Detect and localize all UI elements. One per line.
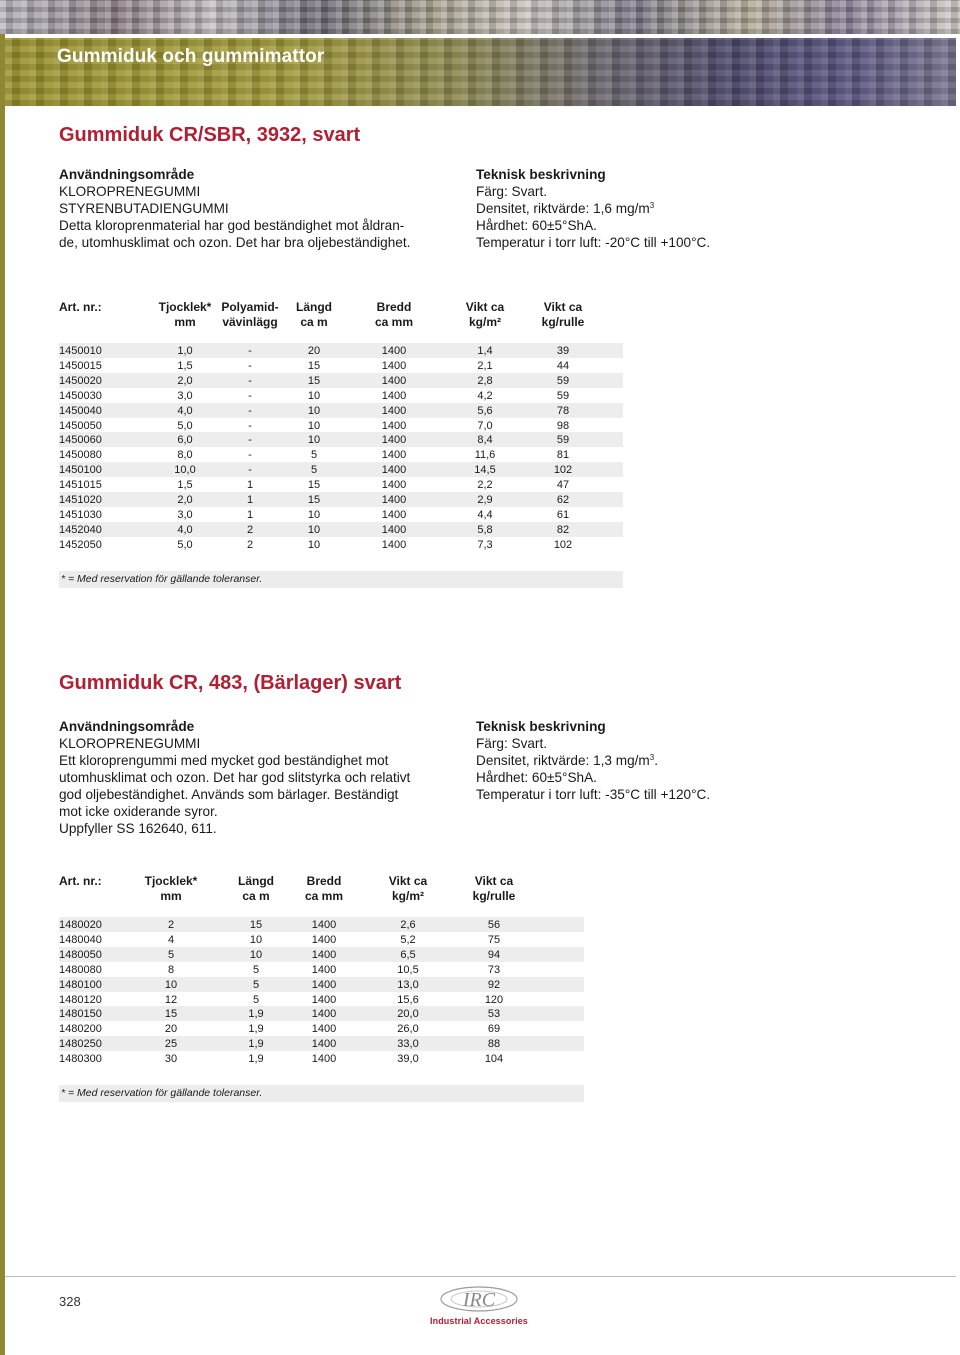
- tech-line-color: Färg: Svart.: [476, 736, 548, 751]
- footnote-2: * = Med reservation för gällande toleranser.: [59, 1085, 584, 1102]
- table-cell: 4,0: [177, 404, 193, 417]
- category-title: Gummiduk och gummimattor: [57, 46, 325, 67]
- table-cell: 1400: [311, 919, 337, 931]
- table-cell: 5,0: [177, 419, 193, 432]
- tech-heading: Teknisk beskrivning: [476, 167, 606, 182]
- table-cell: 2,8: [477, 374, 493, 387]
- table-cell: 47: [556, 479, 570, 492]
- table-cell: 1400: [311, 1053, 337, 1066]
- usage-line: Ett kloroprengummi med mycket god beständighet mot: [59, 753, 389, 768]
- product-title-cr-sbr: Gummiduk CR/SBR, 3932, svart: [59, 124, 361, 146]
- table-cell: -: [248, 374, 252, 387]
- column-header-bredd-ca-mm: [362, 300, 426, 330]
- table-cell: 20,0: [397, 1008, 419, 1021]
- usage-line: god oljebeständighet. Används som bärlager. Beständigt: [59, 787, 399, 802]
- table-cell-art-nr: 1480150: [59, 1008, 102, 1021]
- table-cell: 2,0: [177, 494, 193, 506]
- table-cell: 59: [556, 389, 570, 402]
- table-cell: -: [248, 434, 252, 447]
- table-cell-art-nr: 1480020: [59, 919, 102, 931]
- table-cell: 1,9: [248, 1053, 264, 1066]
- tech-line-density: [476, 200, 710, 217]
- table-cell-art-nr: 1450010: [59, 345, 102, 357]
- table-cell: 120: [484, 993, 504, 1006]
- usage-line: mot icke oxiderande syror.: [59, 804, 218, 819]
- table-cell: 1400: [311, 933, 337, 946]
- table-cell: 1,4: [477, 345, 493, 357]
- column-header-line: Längd: [296, 300, 332, 314]
- table-cell: 104: [484, 1053, 504, 1066]
- product-title-cr-483: Gummiduk CR, 483, (Bärlager) svart: [59, 672, 402, 694]
- table-cell: 5: [310, 464, 318, 477]
- table-cell: 1400: [381, 538, 407, 551]
- table-cell-art-nr: 1480120: [59, 993, 102, 1006]
- table-cell: 10: [307, 419, 321, 432]
- table-cell-art-nr: 1450015: [59, 359, 102, 372]
- table-cell: 102: [553, 538, 573, 551]
- table-cell: 3,0: [177, 508, 193, 521]
- table-cell: -: [248, 404, 252, 417]
- table-cell: 10: [307, 404, 321, 417]
- usage-line: STYRENBUTADIENGUMMI: [59, 201, 229, 216]
- table-cell: 5,6: [477, 404, 493, 417]
- column-header-unit: ca mm: [304, 889, 344, 903]
- table-cell: 10: [307, 434, 321, 447]
- column-header-line: Bredd: [306, 874, 342, 888]
- tech-block-2: [476, 718, 710, 803]
- table-cell-art-nr: 1452040: [59, 523, 102, 536]
- column-header-vikt-ca-kg-m: [378, 874, 438, 904]
- table-cell-art-nr: 1480250: [59, 1038, 102, 1051]
- table-cell-art-nr: 1451015: [59, 479, 102, 492]
- table-cell: 20: [307, 345, 321, 357]
- table-cell: 15: [164, 1008, 178, 1021]
- table-cell: -: [248, 419, 252, 432]
- table-cell: 4: [167, 933, 175, 946]
- density-superscript: 3: [649, 201, 655, 210]
- category-header-band: [5, 38, 956, 106]
- table-cell: 6,5: [400, 948, 416, 961]
- table-cell: 1400: [311, 993, 337, 1006]
- table-cell-art-nr: 1450030: [59, 389, 102, 402]
- table-cell: 5: [252, 993, 260, 1006]
- top-texture-strip: [0, 0, 960, 34]
- usage-block-1: [59, 166, 410, 251]
- table-cell: 10: [307, 508, 321, 521]
- table-cell: 6,0: [177, 434, 193, 447]
- column-header-bredd-ca-mm: [292, 874, 356, 904]
- table-cell: 15: [307, 494, 321, 506]
- table-cell: 5: [167, 948, 175, 961]
- table-cell: 98: [556, 419, 570, 432]
- column-header-polyamid-v-vinl-gg: [215, 300, 285, 330]
- usage-heading: Användningsområde: [59, 719, 195, 734]
- column-header-unit: ca m: [242, 889, 270, 903]
- tech-line-color: Färg: Svart.: [476, 184, 548, 199]
- table-cell: 102: [553, 464, 573, 477]
- table-cell: 15,6: [397, 993, 419, 1006]
- table-cell: 61: [556, 508, 570, 521]
- table-cell: 2,6: [400, 919, 416, 931]
- column-header-line: Vikt ca: [465, 300, 505, 314]
- table-cell: 10,0: [174, 464, 196, 477]
- table-cell: 5,2: [400, 933, 416, 946]
- column-header-line: Art. nr.:: [59, 300, 102, 314]
- table-cell-art-nr: 1480040: [59, 933, 102, 946]
- column-header-art-nr: [59, 874, 129, 889]
- column-header-unit: kg/rulle: [472, 889, 516, 903]
- column-header-line: Tjocklek*: [144, 874, 198, 888]
- usage-line: KLOROPRENEGUMMI: [59, 184, 201, 199]
- table-cell: 5: [252, 963, 260, 976]
- column-header-line: Vikt ca: [388, 874, 428, 888]
- table-cell: 82: [556, 523, 570, 536]
- table-cell: 33,0: [397, 1038, 419, 1051]
- tech-block-1: [476, 166, 710, 251]
- column-header-line: Art. nr.:: [59, 874, 102, 888]
- table-cell: 1400: [381, 494, 407, 506]
- table-cell: 78: [556, 404, 570, 417]
- table-cell: 1400: [311, 948, 337, 961]
- table-cell: 1400: [381, 434, 407, 447]
- column-header-line: Bredd: [376, 300, 412, 314]
- table-cell: 5: [310, 449, 318, 462]
- column-header-unit: kg/rulle: [541, 315, 585, 329]
- table-cell: 8,0: [177, 449, 193, 462]
- column-header-vikt-ca-kg-rulle: [532, 300, 594, 330]
- table-cell: 20: [164, 1023, 178, 1036]
- table-cell: 10: [164, 978, 178, 991]
- usage-line: KLOROPRENEGUMMI: [59, 736, 201, 751]
- table-cell: 1,0: [177, 345, 193, 357]
- table-cell: 1400: [311, 1038, 337, 1051]
- table-cell-art-nr: 1480100: [59, 978, 102, 991]
- table-cell-art-nr: 1480200: [59, 1023, 102, 1036]
- table-cell: 1400: [311, 1008, 337, 1021]
- usage-block-2: [59, 718, 410, 837]
- table-cell: 1400: [381, 479, 407, 492]
- table-cell: 15: [307, 359, 321, 372]
- table-cell: -: [248, 359, 252, 372]
- table-cell: 1,9: [248, 1023, 264, 1036]
- footer-rule: [5, 1276, 956, 1277]
- table-cell: 88: [487, 1038, 501, 1051]
- table-cell: 1,9: [248, 1008, 264, 1021]
- table-cell: 1400: [381, 374, 407, 387]
- table-cell: 15: [307, 374, 321, 387]
- table-cell: 94: [487, 948, 501, 961]
- usage-line: Uppfyller SS 162640, 611.: [59, 821, 217, 836]
- table-cell: 75: [487, 933, 501, 946]
- table-cell: 1: [246, 494, 254, 506]
- table-cell: 1: [246, 479, 254, 492]
- tech-line-density: [476, 752, 710, 769]
- logo-letters: IRC: [462, 1289, 496, 1311]
- left-accent-stripe: [0, 0, 5, 1355]
- table-cell: 15: [307, 479, 321, 492]
- table-cell: 81: [556, 449, 570, 462]
- table-cell: 10: [307, 389, 321, 402]
- column-header-line: Polyamid-: [221, 300, 279, 314]
- table-cell: 10: [249, 933, 263, 946]
- table-cell: 1,5: [177, 359, 193, 372]
- table-cell: 2: [246, 538, 254, 551]
- column-header-vikt-ca-kg-m: [455, 300, 515, 330]
- table-cell: 1400: [381, 419, 407, 432]
- table-cell: 1400: [381, 464, 407, 477]
- column-header-vikt-ca-kg-rulle: [460, 874, 528, 904]
- table-cell: 15: [249, 919, 263, 931]
- table-cell: -: [248, 464, 252, 477]
- table-cell-art-nr: 1450080: [59, 449, 102, 462]
- column-header-unit: kg/m²: [468, 315, 501, 329]
- table-cell: 4,0: [177, 523, 193, 536]
- table-cell: 10: [249, 948, 263, 961]
- table-cell: 2,2: [477, 479, 493, 492]
- table-cell-art-nr: 1450040: [59, 404, 102, 417]
- table-cell: 3,0: [177, 389, 193, 402]
- table-cell: 1400: [311, 963, 337, 976]
- usage-line: Detta kloroprenmaterial har god beständighet mot åldran-: [59, 218, 405, 233]
- footnote-1: * = Med reservation för gällande toleranser.: [59, 571, 623, 588]
- column-header-art-nr: [59, 300, 129, 315]
- logo-text: Industrial Accessories: [430, 1316, 528, 1326]
- table-cell: 4,4: [477, 508, 493, 521]
- table-cell: 4,2: [477, 389, 493, 402]
- table-cell: 8,4: [477, 434, 493, 447]
- tech-line-hardness: Hårdhet: 60±5°ShA.: [476, 218, 597, 233]
- table-cell: 2,1: [477, 359, 493, 372]
- table-cell: 73: [487, 963, 501, 976]
- density-text: Densitet, riktvärde: 1,3 mg/m: [476, 753, 650, 768]
- table-cell: 1400: [381, 404, 407, 417]
- table-cell: -: [248, 449, 252, 462]
- usage-heading: Användningsområde: [59, 167, 195, 182]
- table-cell: 2: [167, 919, 175, 931]
- table-cell-art-nr: 1452050: [59, 538, 102, 551]
- table-cell-art-nr: 1480050: [59, 948, 102, 961]
- density-superscript: 3: [649, 753, 655, 762]
- tech-line-temperature: Temperatur i torr luft: -35°C till +120°C.: [476, 787, 711, 802]
- density-text: Densitet, riktvärde: 1,6 mg/m: [476, 201, 650, 216]
- table-cell: 1400: [381, 449, 407, 462]
- table-cell: 1400: [381, 523, 407, 536]
- table-cell: 1400: [381, 389, 407, 402]
- table-cell: 25: [164, 1038, 178, 1051]
- table-cell: 12: [164, 993, 178, 1006]
- column-header-unit: mm: [174, 315, 196, 329]
- table-cell: 10: [307, 523, 321, 536]
- table-cell: -: [248, 345, 252, 357]
- table-cell: 1400: [381, 359, 407, 372]
- table-cell-art-nr: 1450020: [59, 374, 102, 387]
- column-header-l-ngd-ca-m: [284, 300, 344, 330]
- table-cell: 10,5: [397, 963, 419, 976]
- table-cell: 56: [487, 919, 501, 931]
- tech-line-hardness: Hårdhet: 60±5°ShA.: [476, 770, 597, 785]
- table-cell: 1,5: [177, 479, 193, 492]
- table-cell: 1,9: [248, 1038, 264, 1051]
- tech-line-temperature: Temperatur i torr luft: -20°C till +100°C.: [476, 235, 711, 250]
- column-header-line: Vikt ca: [474, 874, 514, 888]
- table-cell-art-nr: 1480300: [59, 1053, 102, 1066]
- table-cell: 1400: [311, 1023, 337, 1036]
- table-cell: 10: [307, 538, 321, 551]
- table-cell: 69: [487, 1023, 501, 1036]
- table-cell: 7,0: [477, 419, 493, 432]
- table-cell: -: [248, 389, 252, 402]
- page-number: 328: [59, 1294, 81, 1309]
- table-cell: 62: [556, 494, 570, 506]
- table-cell: 2,9: [477, 494, 493, 506]
- column-header-unit: mm: [160, 889, 182, 903]
- table-cell-art-nr: 1451020: [59, 494, 102, 506]
- table-cell: 1400: [381, 508, 407, 521]
- column-header-line: Vikt ca: [543, 300, 583, 314]
- table-cell: 5,8: [477, 523, 493, 536]
- table-cell: 2: [246, 523, 254, 536]
- table-cell-art-nr: 1451030: [59, 508, 102, 521]
- column-header-unit: vävinlägg: [222, 315, 278, 329]
- table-cell: 11,6: [474, 449, 496, 462]
- table-cell: 14,5: [474, 464, 496, 477]
- table-cell: 53: [487, 1008, 501, 1021]
- usage-line: de, utomhusklimat och ozon. Det har bra oljebeständighet.: [59, 235, 411, 250]
- table-cell: 8: [167, 963, 175, 976]
- table-cell: 30: [164, 1053, 178, 1066]
- usage-line: utomhusklimat och ozon. Det har god slitstyrka och relativt: [59, 770, 411, 785]
- column-header-line: Längd: [238, 874, 274, 888]
- table-cell: 26,0: [397, 1023, 419, 1036]
- density-period: .: [654, 753, 658, 768]
- column-header-unit: ca mm: [374, 315, 414, 329]
- table-cell-art-nr: 1450060: [59, 434, 102, 447]
- column-header-l-ngd-ca-m: [226, 874, 286, 904]
- table-cell: 92: [487, 978, 501, 991]
- table-cell-art-nr: 1480080: [59, 963, 102, 976]
- tech-heading: Teknisk beskrivning: [476, 719, 606, 734]
- table-cell: 1400: [311, 978, 337, 991]
- table-cell: 2,0: [177, 374, 193, 387]
- table-cell-art-nr: 1450050: [59, 419, 102, 432]
- column-header-line: Tjocklek*: [158, 300, 212, 314]
- column-header-unit: ca m: [300, 315, 328, 329]
- table-cell: 5: [252, 978, 260, 991]
- column-header-unit: kg/m²: [391, 889, 424, 903]
- table-cell: 39: [556, 345, 570, 357]
- table-cell: 13,0: [397, 978, 419, 991]
- table-cell: 59: [556, 374, 570, 387]
- table-cell: 44: [556, 359, 570, 372]
- table-cell: 1: [246, 508, 254, 521]
- table-cell: 59: [556, 434, 570, 447]
- table-cell: 39,0: [397, 1053, 419, 1066]
- table-cell: 5,0: [177, 538, 193, 551]
- table-cell: 7,3: [477, 538, 493, 551]
- table-cell: 1400: [381, 345, 407, 357]
- table-cell-art-nr: 1450100: [59, 464, 102, 477]
- column-header-tjocklek-mm: [126, 874, 216, 904]
